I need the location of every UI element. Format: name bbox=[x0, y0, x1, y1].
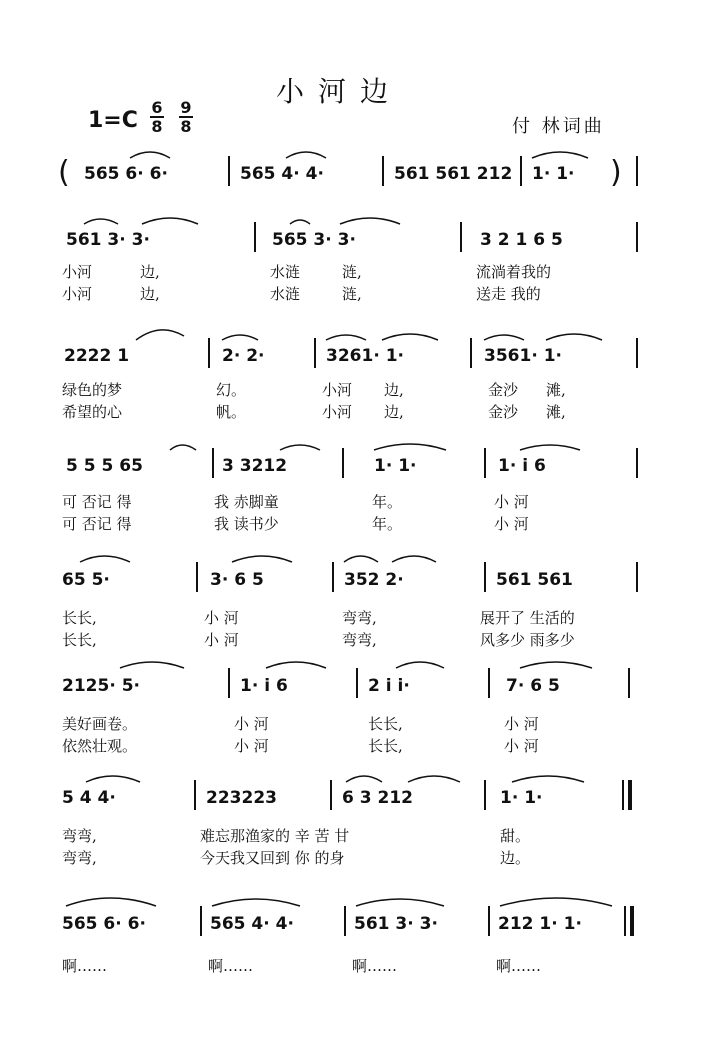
measure: 3561· 1· bbox=[484, 346, 562, 366]
lyric: 我 赤脚童 bbox=[214, 493, 279, 511]
lyrics-verse-1 bbox=[0, 262, 701, 282]
barline bbox=[200, 906, 202, 936]
barline bbox=[356, 668, 358, 698]
lyric: 甜。 bbox=[500, 827, 531, 845]
meter-numerator: 9 bbox=[180, 98, 192, 117]
barline bbox=[484, 780, 486, 810]
measure: 565 6· 6· bbox=[84, 164, 168, 184]
lyric: 送走 我的 bbox=[476, 285, 541, 303]
lyric: 滩, bbox=[546, 403, 566, 421]
measure: 565 6· 6· bbox=[62, 914, 146, 934]
barline bbox=[636, 562, 638, 592]
lyric: 金沙 bbox=[488, 381, 519, 399]
lyric: 边, bbox=[384, 403, 404, 421]
lyrics-verse-1 bbox=[0, 714, 701, 734]
lyric: 边, bbox=[140, 285, 160, 303]
barline bbox=[382, 156, 384, 186]
measure: 2125· 5· bbox=[62, 676, 140, 696]
measure: 2222 1 bbox=[64, 346, 130, 366]
measure: 352 2· bbox=[344, 570, 404, 590]
lyric: 涟, bbox=[342, 263, 362, 281]
measure: 7· 6 5 bbox=[506, 676, 560, 696]
lyric: 弯弯, bbox=[62, 849, 97, 867]
measure: 565 3· 3· bbox=[272, 230, 356, 250]
barline bbox=[342, 448, 344, 478]
barline bbox=[488, 906, 490, 936]
lyrics-verse-2 bbox=[0, 736, 701, 756]
time-signature-6-8 bbox=[149, 99, 165, 135]
lyric: 希望的心 bbox=[62, 403, 123, 421]
measure: 5 4 4· bbox=[62, 788, 116, 808]
lyric: 长长, bbox=[368, 737, 403, 755]
measure: 565 4· 4· bbox=[240, 164, 324, 184]
lyric: 年。 bbox=[372, 515, 403, 533]
final-barline bbox=[624, 906, 626, 936]
lyric: 今天我又回到 你 的身 bbox=[200, 849, 345, 867]
lyric: 小 河 bbox=[504, 715, 539, 733]
barline bbox=[208, 338, 210, 368]
barline bbox=[194, 780, 196, 810]
lyric: 边。 bbox=[500, 849, 531, 867]
lyric: 小河 bbox=[62, 285, 93, 303]
meter-denominator: 8 bbox=[180, 117, 192, 136]
barline bbox=[636, 338, 638, 368]
measure: 2· 2· bbox=[222, 346, 265, 366]
lyrics-verse-1 bbox=[0, 492, 701, 512]
barline bbox=[344, 906, 346, 936]
lyric: 可 否记 得 bbox=[62, 493, 132, 511]
notation-row bbox=[0, 155, 701, 222]
barline bbox=[460, 222, 462, 252]
measure: 223223 bbox=[206, 788, 277, 808]
lyric: 我 读书少 bbox=[214, 515, 279, 533]
measure: 1· i 6 bbox=[240, 676, 288, 696]
barline bbox=[636, 448, 638, 478]
lyric: 小 河 bbox=[504, 737, 539, 755]
time-signature-9-8 bbox=[178, 99, 194, 135]
song-title: 小河边 bbox=[276, 75, 403, 108]
barline bbox=[628, 668, 630, 698]
lyric: 水涟 bbox=[270, 263, 301, 281]
measure: 1· 1· bbox=[532, 164, 575, 184]
lyric: 滩, bbox=[546, 381, 566, 399]
lyric: 小 河 bbox=[204, 631, 239, 649]
lyric: 啊…… bbox=[62, 957, 108, 975]
lyric: 水涟 bbox=[270, 285, 301, 303]
lyrics-verse-2 bbox=[0, 848, 701, 868]
lyric: 帆。 bbox=[216, 403, 247, 421]
barline bbox=[228, 156, 230, 186]
meter-numerator: 6 bbox=[151, 98, 163, 117]
measure: 561 561 212 bbox=[394, 164, 513, 184]
barline bbox=[488, 668, 490, 698]
measure: 3261· 1· bbox=[326, 346, 404, 366]
lyrics-verse-2 bbox=[0, 514, 701, 534]
measure: 5 5 5 65 bbox=[66, 456, 143, 476]
lyric: 绿色的梦 bbox=[62, 381, 123, 399]
lyric: 边, bbox=[384, 381, 404, 399]
barline bbox=[212, 448, 214, 478]
lyric: 小 河 bbox=[234, 715, 269, 733]
lyric: 金沙 bbox=[488, 403, 519, 421]
lyrics-verse-1 bbox=[0, 608, 701, 628]
barline bbox=[484, 562, 486, 592]
measure: 565 4· 4· bbox=[210, 914, 294, 934]
lyric: 可 否记 得 bbox=[62, 515, 132, 533]
lyric: 小河 bbox=[322, 403, 353, 421]
barline bbox=[636, 222, 638, 252]
barline bbox=[196, 562, 198, 592]
lyric: 风多少 雨多少 bbox=[480, 631, 575, 649]
barline bbox=[470, 338, 472, 368]
measure: 3· 6 5 bbox=[210, 570, 264, 590]
lyric: 啊…… bbox=[208, 957, 254, 975]
barline bbox=[228, 668, 230, 698]
lyric: 弯弯, bbox=[62, 827, 97, 845]
lyric: 长长, bbox=[62, 609, 97, 627]
measure: 212 1· 1· bbox=[498, 914, 582, 934]
measure: 65 5· bbox=[62, 570, 110, 590]
barline bbox=[332, 562, 334, 592]
lyric: 小河 bbox=[62, 263, 93, 281]
lyric: 啊…… bbox=[496, 957, 542, 975]
lyric: 长长, bbox=[62, 631, 97, 649]
close-paren: ) bbox=[610, 155, 622, 190]
lyric: 依然壮观。 bbox=[62, 737, 138, 755]
barline bbox=[520, 156, 522, 186]
measure: 561 561 bbox=[496, 570, 573, 590]
lyrics-verse-1 bbox=[0, 380, 701, 400]
measure: 1· 1· bbox=[500, 788, 543, 808]
composer-credit: 付 林词曲 bbox=[512, 116, 605, 137]
measure: 561 3· 3· bbox=[354, 914, 438, 934]
lyrics-verse-1 bbox=[0, 826, 701, 846]
lyric: 小河 bbox=[322, 381, 353, 399]
key-signature: 1=C bbox=[88, 108, 138, 133]
lyric: 涟, bbox=[342, 285, 362, 303]
lyrics-verse-2 bbox=[0, 630, 701, 650]
measure: 6 3 212 bbox=[342, 788, 413, 808]
lyric: 边, bbox=[140, 263, 160, 281]
barline bbox=[484, 448, 486, 478]
lyric: 弯弯, bbox=[342, 631, 377, 649]
barline bbox=[254, 222, 256, 252]
lyric: 小 河 bbox=[204, 609, 239, 627]
meter-denominator: 8 bbox=[151, 117, 163, 136]
measure: 2 i i· bbox=[368, 676, 410, 696]
measure: 3 3212 bbox=[222, 456, 288, 476]
lyric: 弯弯, bbox=[342, 609, 377, 627]
final-barline-thick bbox=[630, 906, 634, 936]
repeat-barline bbox=[622, 780, 624, 810]
measure: 1· i 6 bbox=[498, 456, 546, 476]
lyrics-verse-1 bbox=[0, 956, 701, 976]
lyric: 幻。 bbox=[216, 381, 247, 399]
lyric: 小 河 bbox=[494, 515, 529, 533]
measure: 1· 1· bbox=[374, 456, 417, 476]
lyric: 小 河 bbox=[234, 737, 269, 755]
lyric: 啊…… bbox=[352, 957, 398, 975]
barline bbox=[636, 156, 638, 186]
barline bbox=[314, 338, 316, 368]
lyric: 美好画卷。 bbox=[62, 715, 138, 733]
lyric: 展开了 生活的 bbox=[480, 609, 575, 627]
measure: 3 2 1 6 5 bbox=[480, 230, 563, 250]
lyrics-verse-2 bbox=[0, 284, 701, 304]
lyrics-verse-2 bbox=[0, 402, 701, 422]
barline bbox=[330, 780, 332, 810]
lyric: 小 河 bbox=[494, 493, 529, 511]
repeat-barline-thick bbox=[628, 780, 632, 810]
lyric: 流淌着我的 bbox=[476, 263, 552, 281]
lyric: 年。 bbox=[372, 493, 403, 511]
open-paren: ( bbox=[58, 155, 70, 190]
lyric: 长长, bbox=[368, 715, 403, 733]
measure: 561 3· 3· bbox=[66, 230, 150, 250]
lyric: 难忘那渔家的 辛 苦 甘 bbox=[200, 827, 350, 845]
